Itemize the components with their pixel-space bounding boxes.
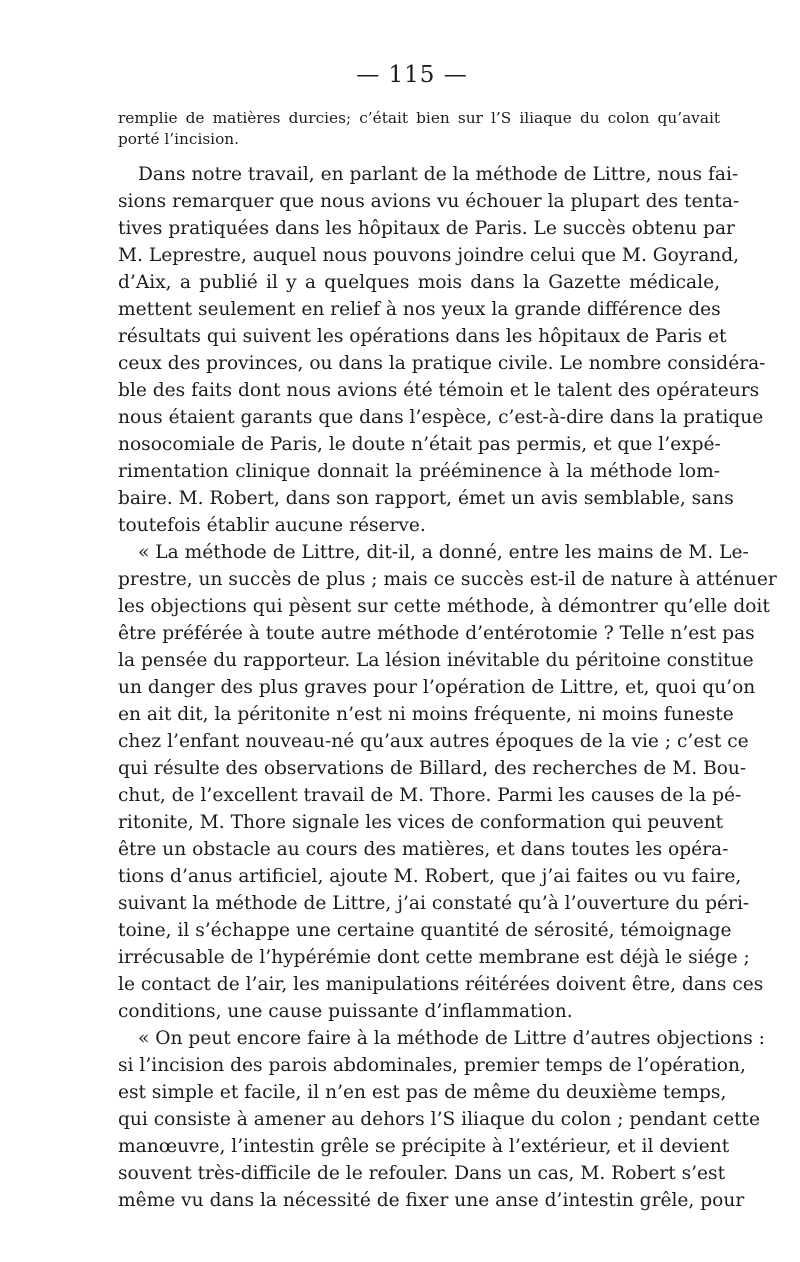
text-line: si l’incision des parois abdominales, premier temps de l’opération, [118, 1055, 746, 1076]
text-line: d’Aix, a publié il y a quelques mois dans la Gazette médicale, [118, 272, 720, 293]
text-line: ceux des provinces, ou dans la pratique civile. Le nombre considéra- [118, 353, 766, 374]
text-line: irrécusable de l’hypérémie dont cette membrane est déjà le siége ; [118, 947, 750, 968]
paragraph-2 [118, 539, 777, 1025]
note-fragment [118, 108, 720, 150]
text-line: toine, il s’échappe une certaine quantité de sérosité, témoignage [118, 920, 732, 941]
text-line: être préférée à toute autre méthode d’entérotomie ? Telle n’est pas [118, 623, 755, 644]
text-line: qui consiste à amener au dehors l’S iliaque du colon ; pendant cette [118, 1109, 761, 1130]
text-line: toutefois établir aucune réserve. [118, 515, 426, 536]
text-line: ble des faits dont nous avions été témoin et le talent des opérateurs [118, 380, 760, 401]
text-line [118, 1025, 765, 1052]
text-line: tives pratiquées dans les hôpitaux de Paris. Le succès obtenu par [118, 218, 735, 239]
text-line [118, 539, 749, 566]
note-line: porté l’incision. [118, 130, 240, 148]
text-line: ritonite, M. Thore signale les vices de conformation qui peuvent [118, 812, 724, 833]
text-line: qui résulte des observations de Billard, des recherches de M. Bou- [118, 758, 747, 779]
text-line: même vu dans la nécessité de fixer une anse d’intestin grêle, pour [118, 1190, 745, 1211]
text-line: rimentation clinique donnait la prééminence à la méthode lom- [118, 461, 720, 482]
note-line: remplie de matières durcies; c’était bien sur l’S iliaque du colon qu’avait [118, 109, 720, 127]
text-line: en ait dit, la péritonite n’est ni moins fréquente, ni moins funeste [118, 704, 734, 725]
text-line: suivant la méthode de Littre, j’ai constaté qu’à l’ouverture du péri- [118, 893, 750, 914]
text-line: M. Leprestre, auquel nous pouvons joindre celui que M. Goyrand, [118, 245, 740, 266]
text-line: est simple et facile, il n’en est pas de même du deuxième temps, [118, 1082, 727, 1103]
text-line-content: Dans notre travail, en parlant de la méthode de Littre, nous fai- [138, 164, 739, 185]
text-line: la pensée du rapporteur. La lésion inévitable du péritoine constitue [118, 650, 754, 671]
text-line: conditions, une cause puissante d’inflammation. [118, 1001, 573, 1022]
text-line: prestre, un succès de plus ; mais ce succès est-il de nature à atténuer [118, 569, 777, 590]
text-line-content: « On peut encore faire à la méthode de Littre d’autres objections : [138, 1028, 765, 1049]
text-line-content: « La méthode de Littre, dit-il, a donné, entre les mains de M. Le- [138, 542, 749, 563]
text-line: souvent très-difficile de le refouler. Dans un cas, M. Robert s’est [118, 1163, 726, 1184]
paragraph-3 [118, 1025, 765, 1214]
text-line: tions d’anus artificiel, ajoute M. Robert, que j’ai faites ou vu faire, [118, 866, 742, 887]
text-line: chut, de l’excellent travail de M. Thore. Parmi les causes de la pé- [118, 785, 742, 806]
text-line: le contact de l’air, les manipulations réitérées doivent être, dans ces [118, 974, 764, 995]
text-line: les objections qui pèsent sur cette méthode, à démontrer qu’elle doit [118, 596, 770, 617]
text-line: nosocomiale de Paris, le doute n’était pas permis, et que l’expé- [118, 434, 721, 455]
text-line: sions remarquer que nous avions vu échouer la plupart des tenta- [118, 191, 740, 212]
text-line: nous étaient garants que dans l’espèce, c’est-à-dire dans la pratique [118, 407, 764, 428]
text-line: résultats qui suivent les opérations dans les hôpitaux de Paris et [118, 326, 727, 347]
text-line: manœuvre, l’intestin grêle se précipite à l’extérieur, et il devient [118, 1136, 730, 1157]
text-line: être un obstacle au cours des matières, et dans toutes les opéra- [118, 839, 729, 860]
paragraph-1 [118, 161, 766, 539]
text-line: mettent seulement en relief à nos yeux la grande différence des [118, 299, 721, 320]
text-line: chez l’enfant nouveau-né qu’aux autres époques de la vie ; c’est ce [118, 731, 749, 752]
text-line [118, 161, 739, 188]
text-line: un danger des plus graves pour l’opération de Littre, et, quoi qu’on [118, 677, 756, 698]
text-line: baire. M. Robert, dans son rapport, émet un avis semblable, sans [118, 488, 734, 509]
page-number: — 115 — [356, 62, 468, 88]
